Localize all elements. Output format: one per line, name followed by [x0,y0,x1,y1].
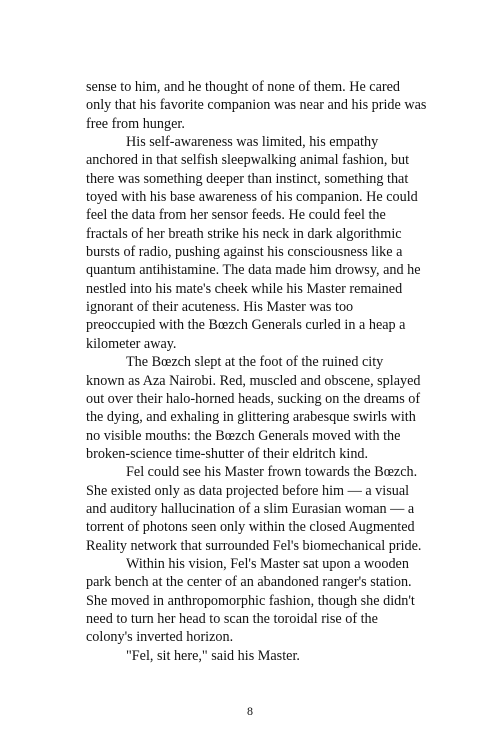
text-line: kilometer away. [86,335,177,352]
page-number: 8 [247,704,253,718]
text-line: anchored in that selfish sleepwalking animal fashion, but [86,152,410,169]
text-line: preoccupied with the Bœzch Generals curled in a heap a [86,317,406,334]
text-line: park bench at the center of an abandoned ranger's station. [86,574,412,591]
text-line: there was something deeper than instinct, something that [86,170,409,187]
text-line: quantum antihistamine. The data made him drowsy, and he [86,262,421,279]
text-line: colony's inverted horizon. [86,629,234,646]
text-line: the dying, and exhaling in glittering arabesque swirls with [86,409,416,426]
body-text [86,78,427,665]
text-line: "Fel, sit here," said his Master. [126,647,300,664]
text-line: only that his favorite companion was near and his pride was [86,97,427,114]
text-line: broken-science time-shutter of their eldritch kind. [86,445,369,462]
text-line: She moved in anthropomorphic fashion, though she didn't [86,592,415,609]
text-line: The Bœzch slept at the foot of the ruined city [126,354,384,371]
text-line: Fel could see his Master frown towards the Bœzch. [126,464,418,481]
text-line: and auditory hallucination of a slim Eurasian woman — a [86,500,415,517]
text-line: need to turn her head to scan the toroidal rise of the [86,610,378,627]
text-line: feel the data from her sensor feeds. He could feel the [86,207,386,224]
text-line: fractals of her breath strike his neck in dark algorithmic [86,225,402,242]
text-line: no visible mouths: the Bœzch Generals moved with the [86,427,401,444]
text-line: known as Aza Nairobi. Red, muscled and obscene, splayed [86,372,421,389]
text-line: ignorant of their acuteness. His Master was too [86,299,354,316]
text-line: Within his vision, Fel's Master sat upon a wooden [126,555,409,572]
text-line: sense to him, and he thought of none of them. He cared [86,79,401,95]
text-line: His self-awareness was limited, his empathy [126,134,379,151]
text-line: bursts of radio, pushing against his consciousness like a [86,244,403,261]
text-line: free from hunger. [86,115,185,132]
text-line: Reality network that surrounded Fel's biomechanical pride. [86,537,422,554]
text-line: She existed only as data projected before him — a visual [86,482,410,499]
text-line: torrent of photons seen only within the closed Augmented [86,519,415,536]
text-line: toyed with his base awareness of his companion. He could [86,189,418,206]
text-line: nestled into his mate's cheek while his Master remained [86,280,403,297]
text-line: out over their halo-horned heads, sucking on the dreams of [86,390,421,407]
